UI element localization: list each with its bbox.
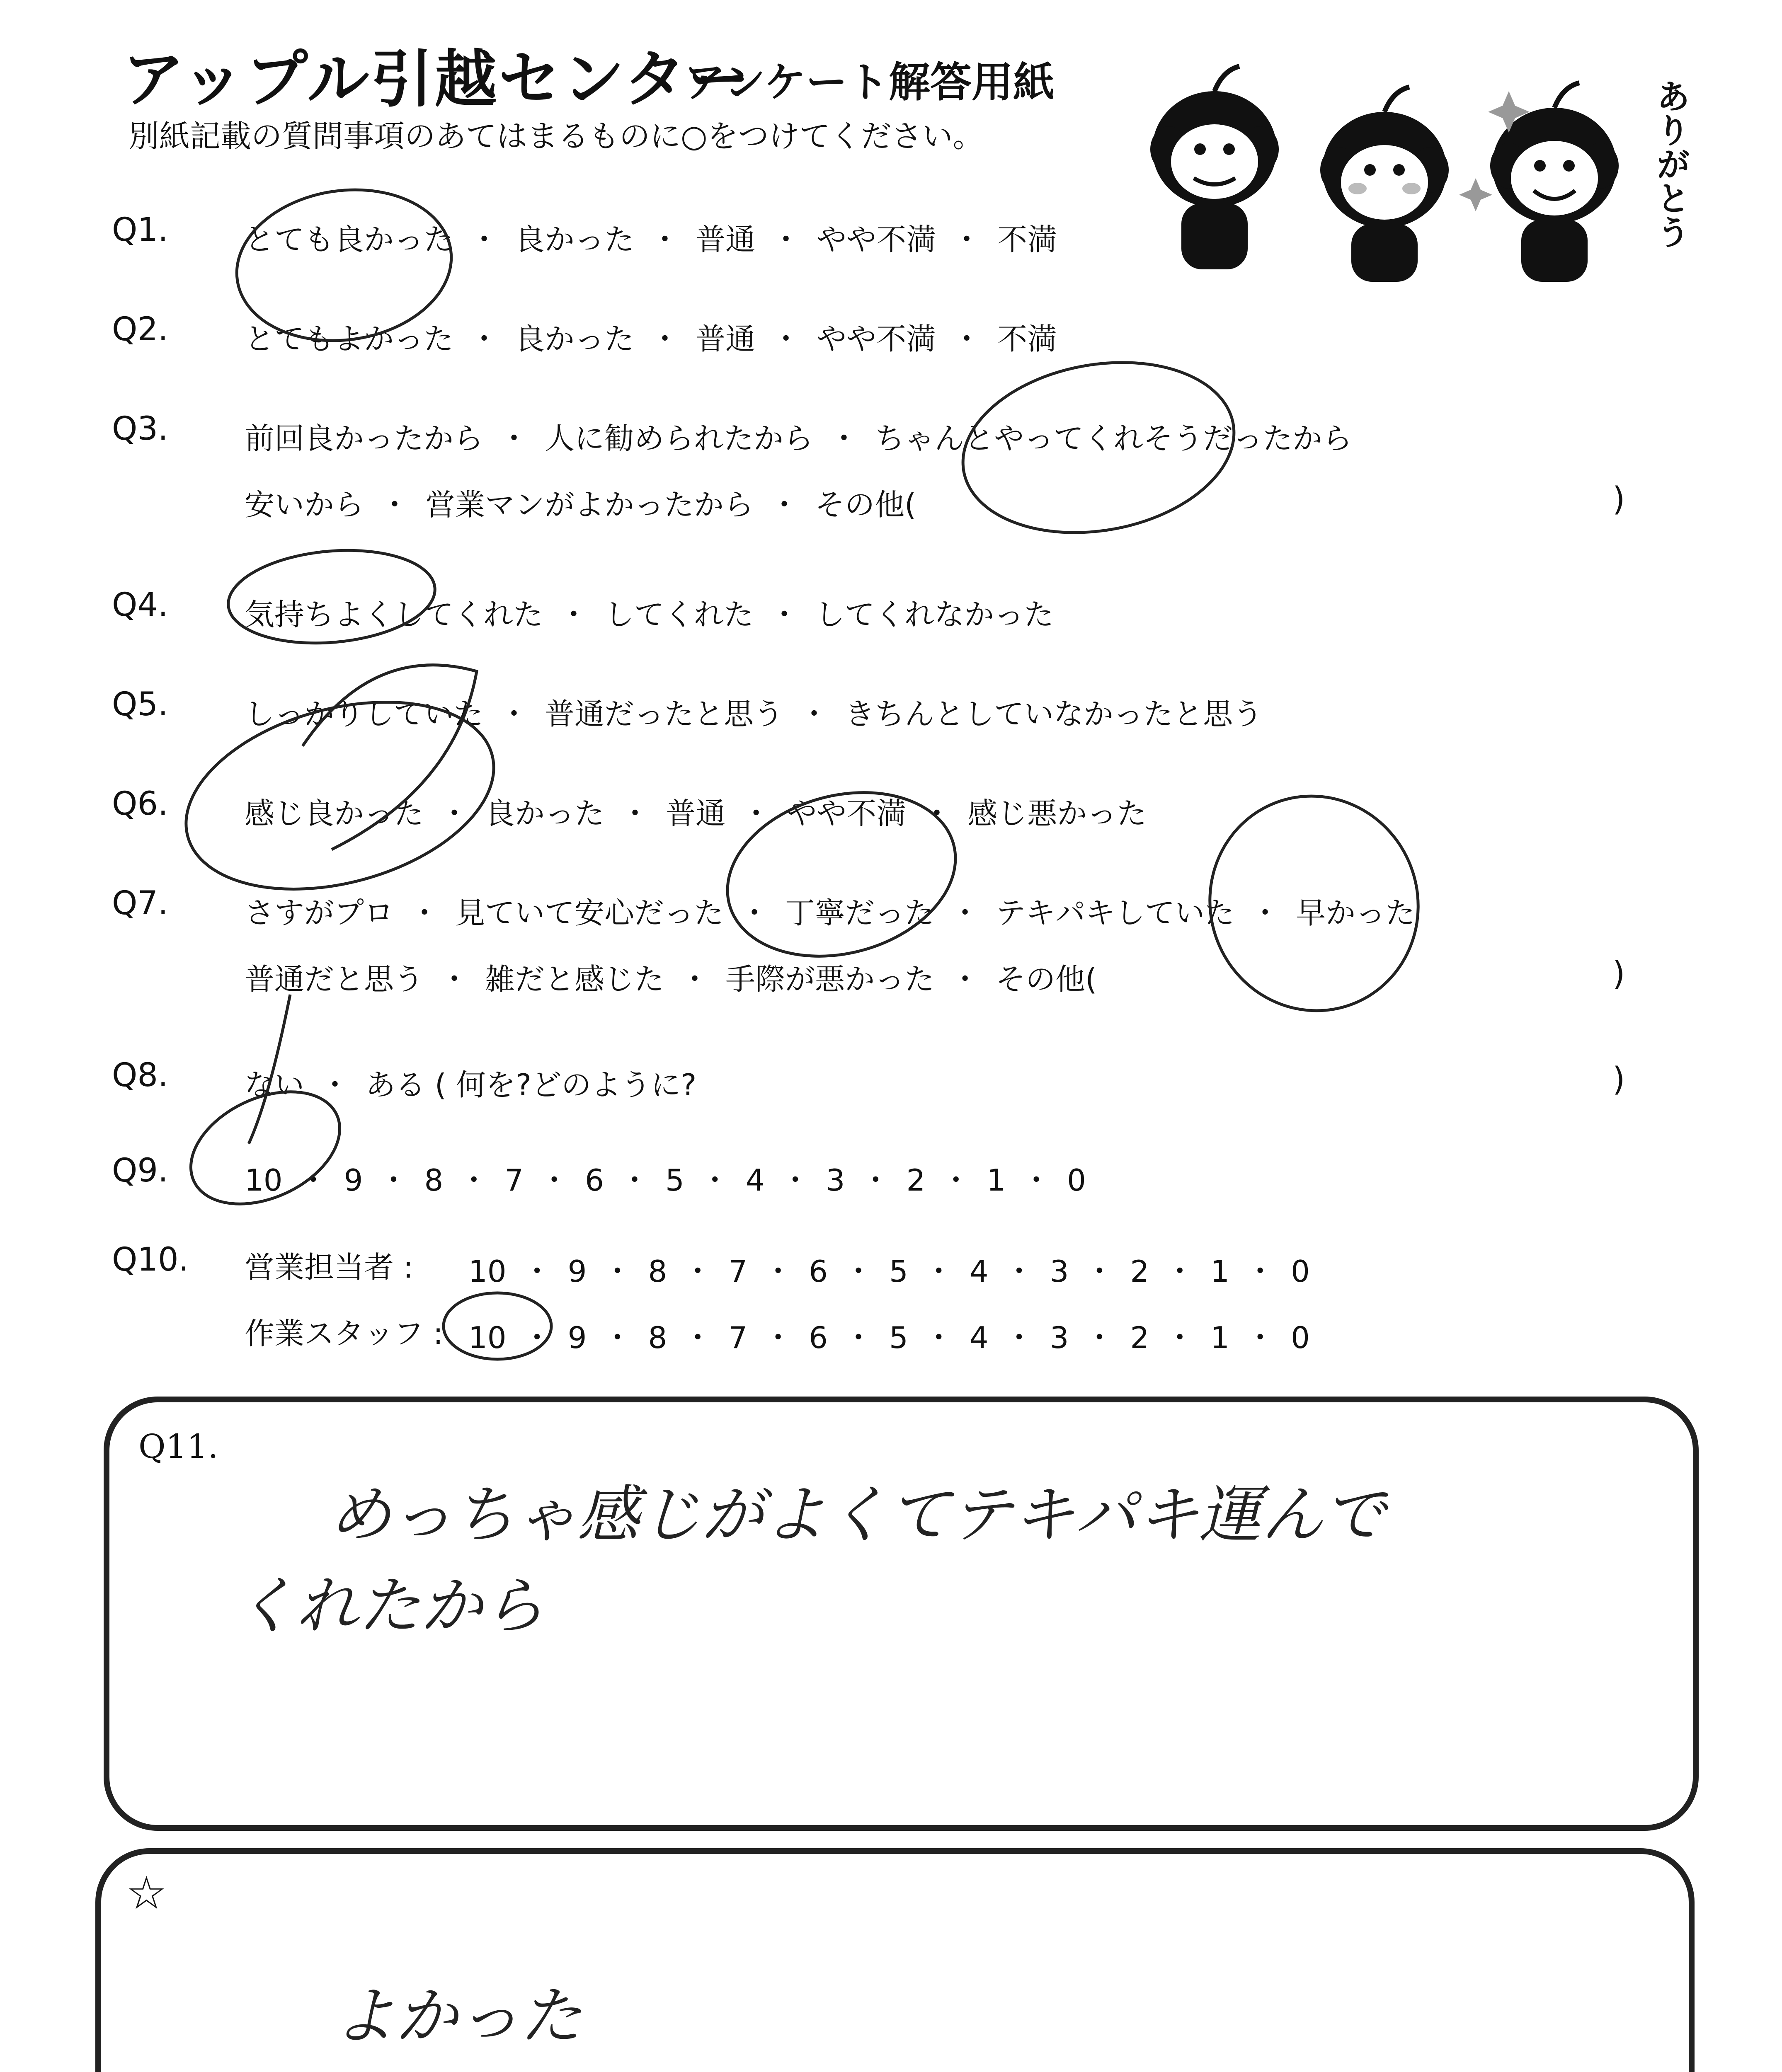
separator: ・ [522, 1320, 552, 1355]
q10-score-option[interactable]: 8 [648, 1254, 667, 1289]
separator: ・ [1250, 896, 1280, 930]
q10-score-option[interactable]: 2 [1130, 1320, 1149, 1355]
q2-option[interactable]: やや不満 [817, 322, 936, 356]
q9-option[interactable]: 7 [504, 1163, 524, 1198]
separator: ・ [650, 222, 680, 257]
separator: ・ [1084, 1320, 1115, 1355]
q10-staff-label: 作業スタッフ : [245, 1316, 444, 1351]
q4-option[interactable]: 気持ちよくしてくれた [245, 597, 543, 632]
q8-option[interactable]: ある ( 何を?どのように? [366, 1067, 697, 1102]
q9-label: Q9. [112, 1152, 168, 1189]
q8-close-paren: ) [1612, 1061, 1625, 1098]
separator: ・ [683, 1320, 713, 1355]
star-icon: ☆ [126, 1866, 167, 1920]
q6-option[interactable]: 感じ悪かった [967, 796, 1147, 831]
separator: ・ [559, 597, 589, 632]
separator: ・ [499, 421, 529, 456]
q1-option[interactable]: 普通 [696, 222, 756, 257]
q2-label: Q2. [112, 311, 168, 348]
separator: ・ [650, 322, 680, 356]
q2-option[interactable]: 不満 [997, 322, 1057, 356]
q1-option[interactable]: やや不満 [817, 222, 936, 257]
separator: ・ [843, 1320, 873, 1355]
q7-option[interactable]: 早かった [1296, 896, 1416, 930]
separator: ・ [439, 962, 470, 997]
q6-option[interactable]: 感じ良かった [245, 796, 424, 831]
q7-option[interactable]: 見ていて安心だった [455, 896, 724, 930]
q3-option[interactable]: 安いから [245, 487, 364, 522]
q9-option[interactable]: 9 [344, 1163, 363, 1198]
separator: ・ [378, 1163, 409, 1198]
comment-answer: よかった [333, 1980, 582, 2053]
q5-label: Q5. [112, 686, 168, 723]
answer-circle-q10-staff [444, 1293, 551, 1359]
q6-option[interactable]: やや不満 [787, 796, 907, 831]
separator: ・ [771, 322, 801, 356]
answer-circle-q3 [949, 342, 1247, 553]
mascot-text: ありがとう [1651, 79, 1690, 249]
separator: ・ [602, 1254, 633, 1289]
q10-score-option[interactable]: 2 [1130, 1254, 1149, 1289]
separator: ・ [499, 697, 529, 731]
separator: ・ [320, 1067, 350, 1102]
separator: ・ [829, 421, 859, 456]
q10-score-option[interactable]: 0 [1291, 1254, 1310, 1289]
q10-score-option[interactable]: 6 [809, 1254, 828, 1289]
answer-circle-q4 [224, 542, 439, 651]
q10-score-option[interactable]: 7 [728, 1254, 748, 1289]
q9-option[interactable]: 5 [665, 1163, 684, 1198]
q10-score-option[interactable]: 10 [468, 1254, 507, 1289]
separator: ・ [861, 1163, 891, 1198]
q2-option[interactable]: とてもよかった [245, 322, 454, 356]
separator: ・ [1165, 1320, 1195, 1355]
q7-close-paren: ) [1612, 955, 1625, 992]
q10-score-option[interactable]: 10 [468, 1320, 507, 1355]
separator: ・ [1004, 1320, 1034, 1355]
q5-option[interactable]: しっかりしていた [245, 697, 484, 731]
separator: ・ [763, 1320, 793, 1355]
q3-label: Q3. [112, 410, 168, 448]
separator: ・ [741, 796, 771, 831]
q10-score-option[interactable]: 8 [648, 1320, 667, 1355]
separator: ・ [941, 1163, 971, 1198]
separator: ・ [1021, 1163, 1052, 1198]
q4-option[interactable]: してくれた [604, 597, 754, 632]
q5-option[interactable]: 普通だったと思う [545, 697, 784, 731]
form-subtitle: アンケート解答用紙 [684, 58, 1055, 107]
q3-option[interactable]: ちゃんとやってくれそうだったから [875, 421, 1353, 456]
q9-option[interactable]: 10 [245, 1163, 283, 1198]
q10-score-option[interactable]: 0 [1291, 1320, 1310, 1355]
q7-option[interactable]: さすがプロ [245, 896, 394, 930]
separator: ・ [439, 796, 470, 831]
separator: ・ [950, 962, 980, 997]
q10-score-option[interactable]: 9 [567, 1254, 587, 1289]
separator: ・ [952, 222, 982, 257]
separator: ・ [1084, 1254, 1115, 1289]
q10-label: Q10. [112, 1241, 189, 1278]
q3-option[interactable]: 営業マンがよかったから [425, 487, 754, 522]
answer-circle-q7-b [1180, 767, 1448, 1040]
separator: ・ [799, 697, 829, 731]
q9-option[interactable]: 4 [745, 1163, 765, 1198]
separator: ・ [469, 322, 499, 356]
q6-option[interactable]: 良かった [485, 796, 605, 831]
q11-label: Q11. [138, 1427, 218, 1466]
q2-option[interactable]: 良かった [515, 322, 635, 356]
separator: ・ [380, 487, 410, 522]
separator: ・ [1165, 1254, 1195, 1289]
separator: ・ [1245, 1320, 1275, 1355]
q10-sales-label: 営業担当者 : [245, 1250, 414, 1285]
separator: ・ [922, 796, 952, 831]
separator: ・ [619, 1163, 650, 1198]
q7-option[interactable]: テキパキしていた [996, 896, 1235, 930]
q3-option[interactable]: その他( [815, 487, 916, 522]
q10-score-option[interactable]: 1 [1210, 1254, 1230, 1289]
separator: ・ [620, 796, 650, 831]
q5-option[interactable]: きちんとしていなかったと思う [845, 697, 1263, 731]
q1-option[interactable]: とても良かった [245, 222, 454, 257]
q6-option[interactable]: 普通 [666, 796, 726, 831]
q1-option[interactable]: 不満 [997, 222, 1057, 257]
q7-option[interactable]: 雑だと感じた [485, 962, 664, 997]
q7-label: Q7. [112, 885, 168, 922]
q7-option[interactable]: その他( [996, 962, 1097, 997]
q8-label: Q8. [112, 1057, 168, 1094]
q9-option[interactable]: 3 [826, 1163, 845, 1198]
separator: ・ [843, 1254, 873, 1289]
q10-score-option[interactable]: 5 [889, 1254, 908, 1289]
q1-option[interactable]: 良かった [515, 222, 635, 257]
q4-option[interactable]: してくれなかった [815, 597, 1054, 632]
q1-label: Q1. [112, 211, 168, 249]
separator: ・ [924, 1254, 954, 1289]
q7-option[interactable]: 丁寧だった [785, 896, 935, 930]
q6-label: Q6. [112, 785, 168, 823]
q3-option[interactable]: 前回良かったから [245, 421, 484, 456]
q10-score-option[interactable]: 6 [809, 1320, 828, 1355]
q9-option[interactable]: 0 [1067, 1163, 1086, 1198]
separator: ・ [700, 1163, 730, 1198]
q9-option[interactable]: 8 [424, 1163, 444, 1198]
q10-score-option[interactable]: 3 [1050, 1254, 1069, 1289]
separator: ・ [769, 597, 800, 632]
separator: ・ [763, 1254, 793, 1289]
q7-option[interactable]: 普通だと思う [245, 962, 424, 997]
q9-option[interactable]: 6 [585, 1163, 604, 1198]
separator: ・ [539, 1163, 570, 1198]
separator: ・ [924, 1320, 954, 1355]
separator: ・ [459, 1163, 489, 1198]
answer-circle-q7-a [709, 768, 974, 980]
separator: ・ [780, 1163, 810, 1198]
instruction-text: 別紙記載の質問事項のあてはまるものに○をつけてください。 [128, 119, 984, 154]
separator: ・ [739, 896, 770, 930]
separator: ・ [683, 1254, 713, 1289]
separator: ・ [602, 1320, 633, 1355]
q3-option[interactable]: 人に勧められたから [545, 421, 814, 456]
q11-answer-line2: くれたから [234, 1570, 545, 1642]
separator: ・ [952, 322, 982, 356]
q7-option[interactable]: 手際が悪かった [725, 962, 935, 997]
answer-circle-q6 [165, 671, 515, 920]
q10-score-option[interactable]: 4 [969, 1254, 989, 1289]
separator: ・ [410, 896, 440, 930]
q10-score-option[interactable]: 3 [1050, 1320, 1069, 1355]
q10-score-option[interactable]: 5 [889, 1320, 908, 1355]
q8-option[interactable]: ない [245, 1067, 305, 1102]
separator: ・ [298, 1163, 328, 1198]
separator: ・ [1004, 1254, 1034, 1289]
q3-close-paren: ) [1612, 481, 1625, 518]
q9-option[interactable]: 2 [906, 1163, 926, 1198]
q10-score-option[interactable]: 7 [728, 1320, 748, 1355]
q9-option[interactable]: 1 [987, 1163, 1006, 1198]
q11-answer-line1: めっちゃ感じがよくてテキパキ運んで [329, 1479, 1386, 1551]
company-title: アップル引越センター [122, 44, 752, 116]
q4-label: Q4. [112, 586, 168, 624]
separator: ・ [771, 222, 801, 257]
separator: ・ [680, 962, 710, 997]
separator: ・ [950, 896, 980, 930]
answer-circle-q1 [227, 177, 461, 354]
separator: ・ [469, 222, 499, 257]
q10-score-option[interactable]: 4 [969, 1320, 989, 1355]
separator: ・ [522, 1254, 552, 1289]
separator: ・ [1245, 1254, 1275, 1289]
q10-score-option[interactable]: 1 [1210, 1320, 1230, 1355]
separator: ・ [769, 487, 800, 522]
q2-option[interactable]: 普通 [696, 322, 756, 356]
q10-score-option[interactable]: 9 [567, 1320, 587, 1355]
